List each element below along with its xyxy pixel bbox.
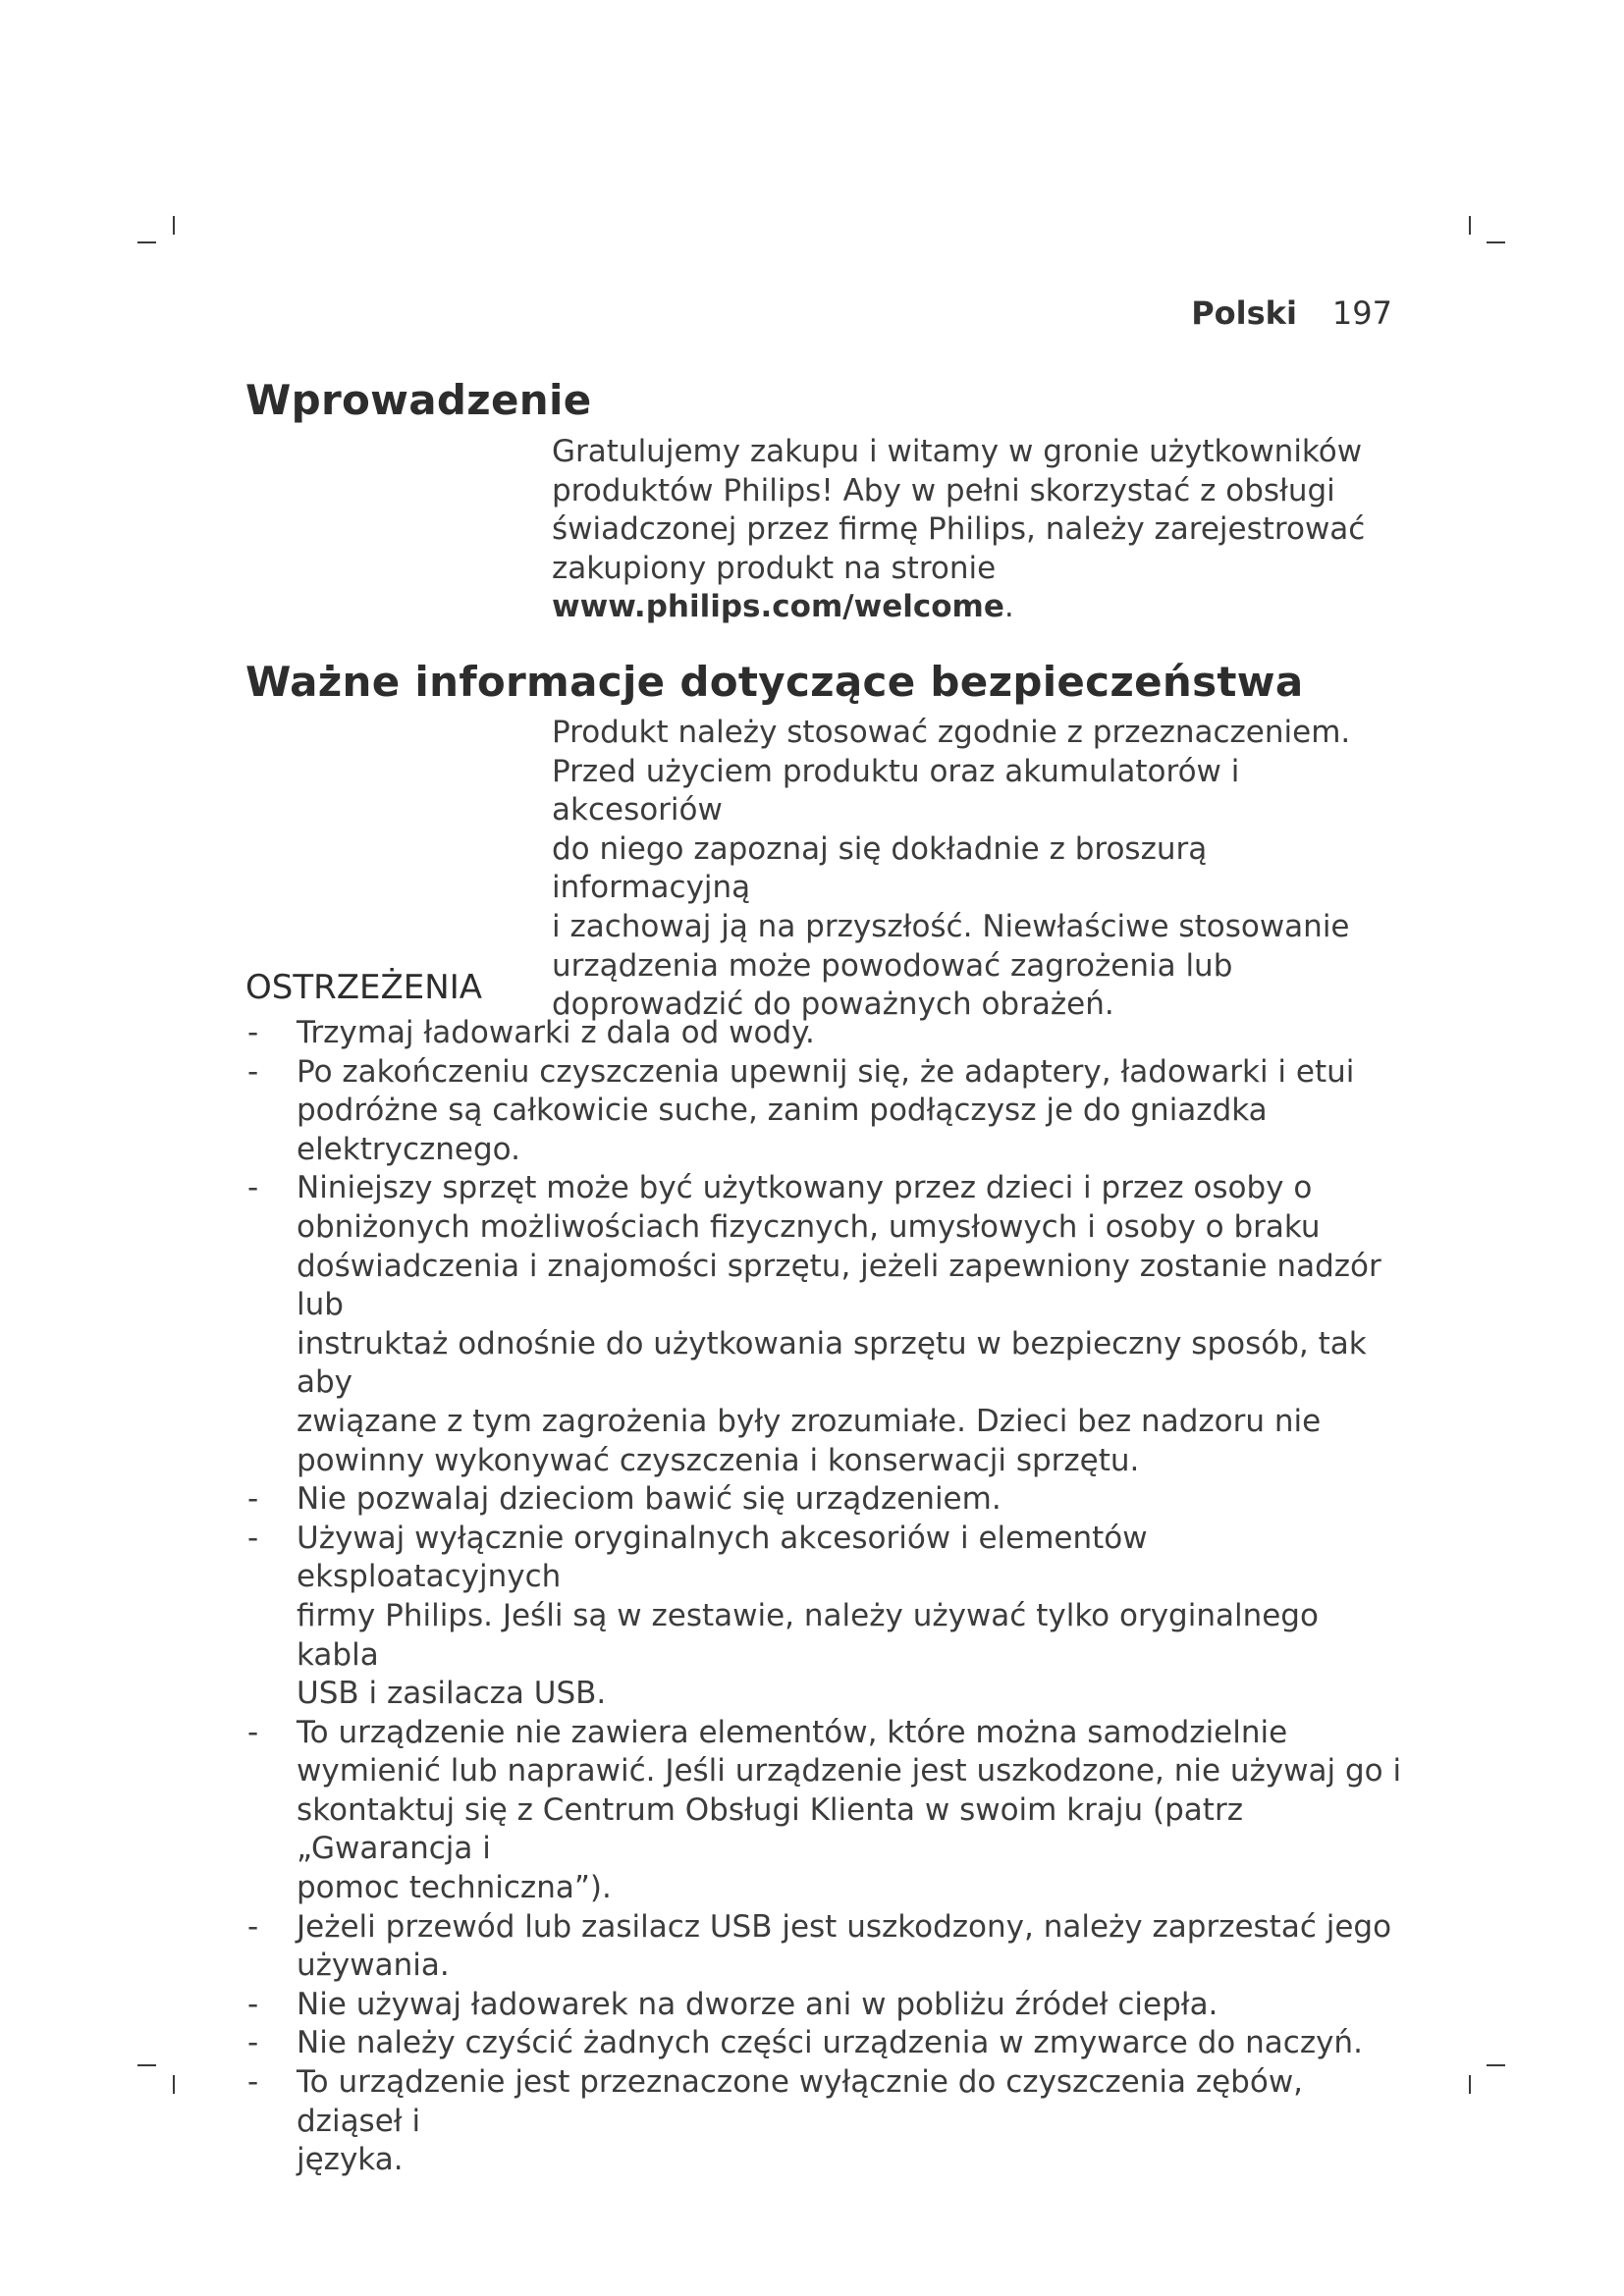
warning-item: - To urządzenie nie zawiera elementów, które można samodzielnie wymienić lub naprawić. Jeśli urządzenie jest uszkodzone, nie używaj go i skontaktuj się z Centrum Obsługi Klienta w swoim kraju (patrz „Gwarancja i pomoc techniczna”). bbox=[245, 1714, 1404, 1908]
intro-link-suffix: . bbox=[1003, 589, 1014, 625]
intro-body: Gratulujemy zakupu i witamy w gronie użytkowników produktów Philips! Aby w pełni skorzystać z obsługi świadczonej przez firmę Philips, należy zarejestrować zakupiony produkt na stronie bbox=[552, 434, 1366, 586]
crop-mark-bottom-right-v bbox=[1469, 2075, 1471, 2094]
crop-mark-top-right-v bbox=[1469, 216, 1471, 235]
warning-item: - Niniejszy sprzęt może być użytkowany przez dzieci i przez osoby o obniżonych możliwościach fizycznych, umysłowych i osoby o braku doświadczenia i znajomości sprzętu, jeżeli zapewniony zostanie nadzór lub instruktaż odnośnie do użytkowania sprzętu w bezpieczny sposób, tak aby związane z tym zagrożenia były zrozumiałe. Dzieci bez nadzoru nie powinny wykonywać czyszczenia i konserwacji sprzętu. bbox=[245, 1169, 1404, 1480]
warnings-list bbox=[245, 1014, 1404, 2180]
crop-mark-top-left-v bbox=[173, 216, 175, 235]
language-label: Polski bbox=[1191, 294, 1297, 332]
warning-item: - Nie pozwalaj dzieciom bawić się urządzeniem. bbox=[245, 1480, 1404, 1520]
warning-item: - Po zakończeniu czyszczenia upewnij się, że adaptery, ładowarki i etui podróżne są całkowicie suche, zanim podłączysz je do gniazdka elektrycznego. bbox=[245, 1053, 1404, 1170]
warnings-heading: OSTRZEŻENIA bbox=[245, 968, 483, 1007]
crop-mark-top-right-h bbox=[1487, 241, 1505, 243]
warning-item: - Używaj wyłącznie oryginalnych akcesoriów i elementów eksploatacyjnych firmy Philips. Jeśli są w zestawie, należy używać tylko oryginalnego kabla USB i zasilacza USB. bbox=[245, 1520, 1404, 1714]
warning-item: - Jeżeli przewód lub zasilacz USB jest uszkodzony, należy zaprzestać jego używania. bbox=[245, 1908, 1404, 1986]
warning-item: - Trzymaj ładowarki z dala od wody. bbox=[245, 1014, 1404, 1053]
safety-paragraph: Produkt należy stosować zgodnie z przeznaczeniem. Przed użyciem produktu oraz akumulatorów i akcesoriów do niego zapoznaj się dokładnie z broszurą informacyjną i zachowaj ją na przyszłość. Niewłaściwe stosowanie urządzenia może powodować zagrożenia lub doprowadzić do poważnych obrażeń. bbox=[552, 715, 1351, 1023]
warning-item: - To urządzenie jest przeznaczone wyłącznie do czyszczenia zębów, dziąseł i języka. bbox=[245, 2063, 1404, 2180]
running-head bbox=[1191, 294, 1392, 332]
warning-item: - Nie używaj ładowarek na dworze ani w pobliżu źródeł ciepła. bbox=[245, 1986, 1404, 2025]
page-number: 197 bbox=[1331, 294, 1392, 332]
welcome-url: www.philips.com/welcome bbox=[552, 589, 1004, 625]
crop-mark-bottom-left-v bbox=[173, 2075, 175, 2094]
warning-item: - Nie należy czyścić żadnych części urządzenia w zmywarce do naczyń. bbox=[245, 2024, 1404, 2063]
intro-paragraph bbox=[552, 433, 1406, 627]
crop-mark-top-left-h bbox=[137, 241, 156, 243]
safety-heading: Ważne informacje dotyczące bezpieczeństwa bbox=[245, 658, 1304, 706]
crop-mark-bottom-left-h bbox=[137, 2064, 156, 2066]
crop-mark-bottom-right-h bbox=[1487, 2064, 1505, 2066]
intro-heading: Wprowadzenie bbox=[245, 376, 592, 424]
